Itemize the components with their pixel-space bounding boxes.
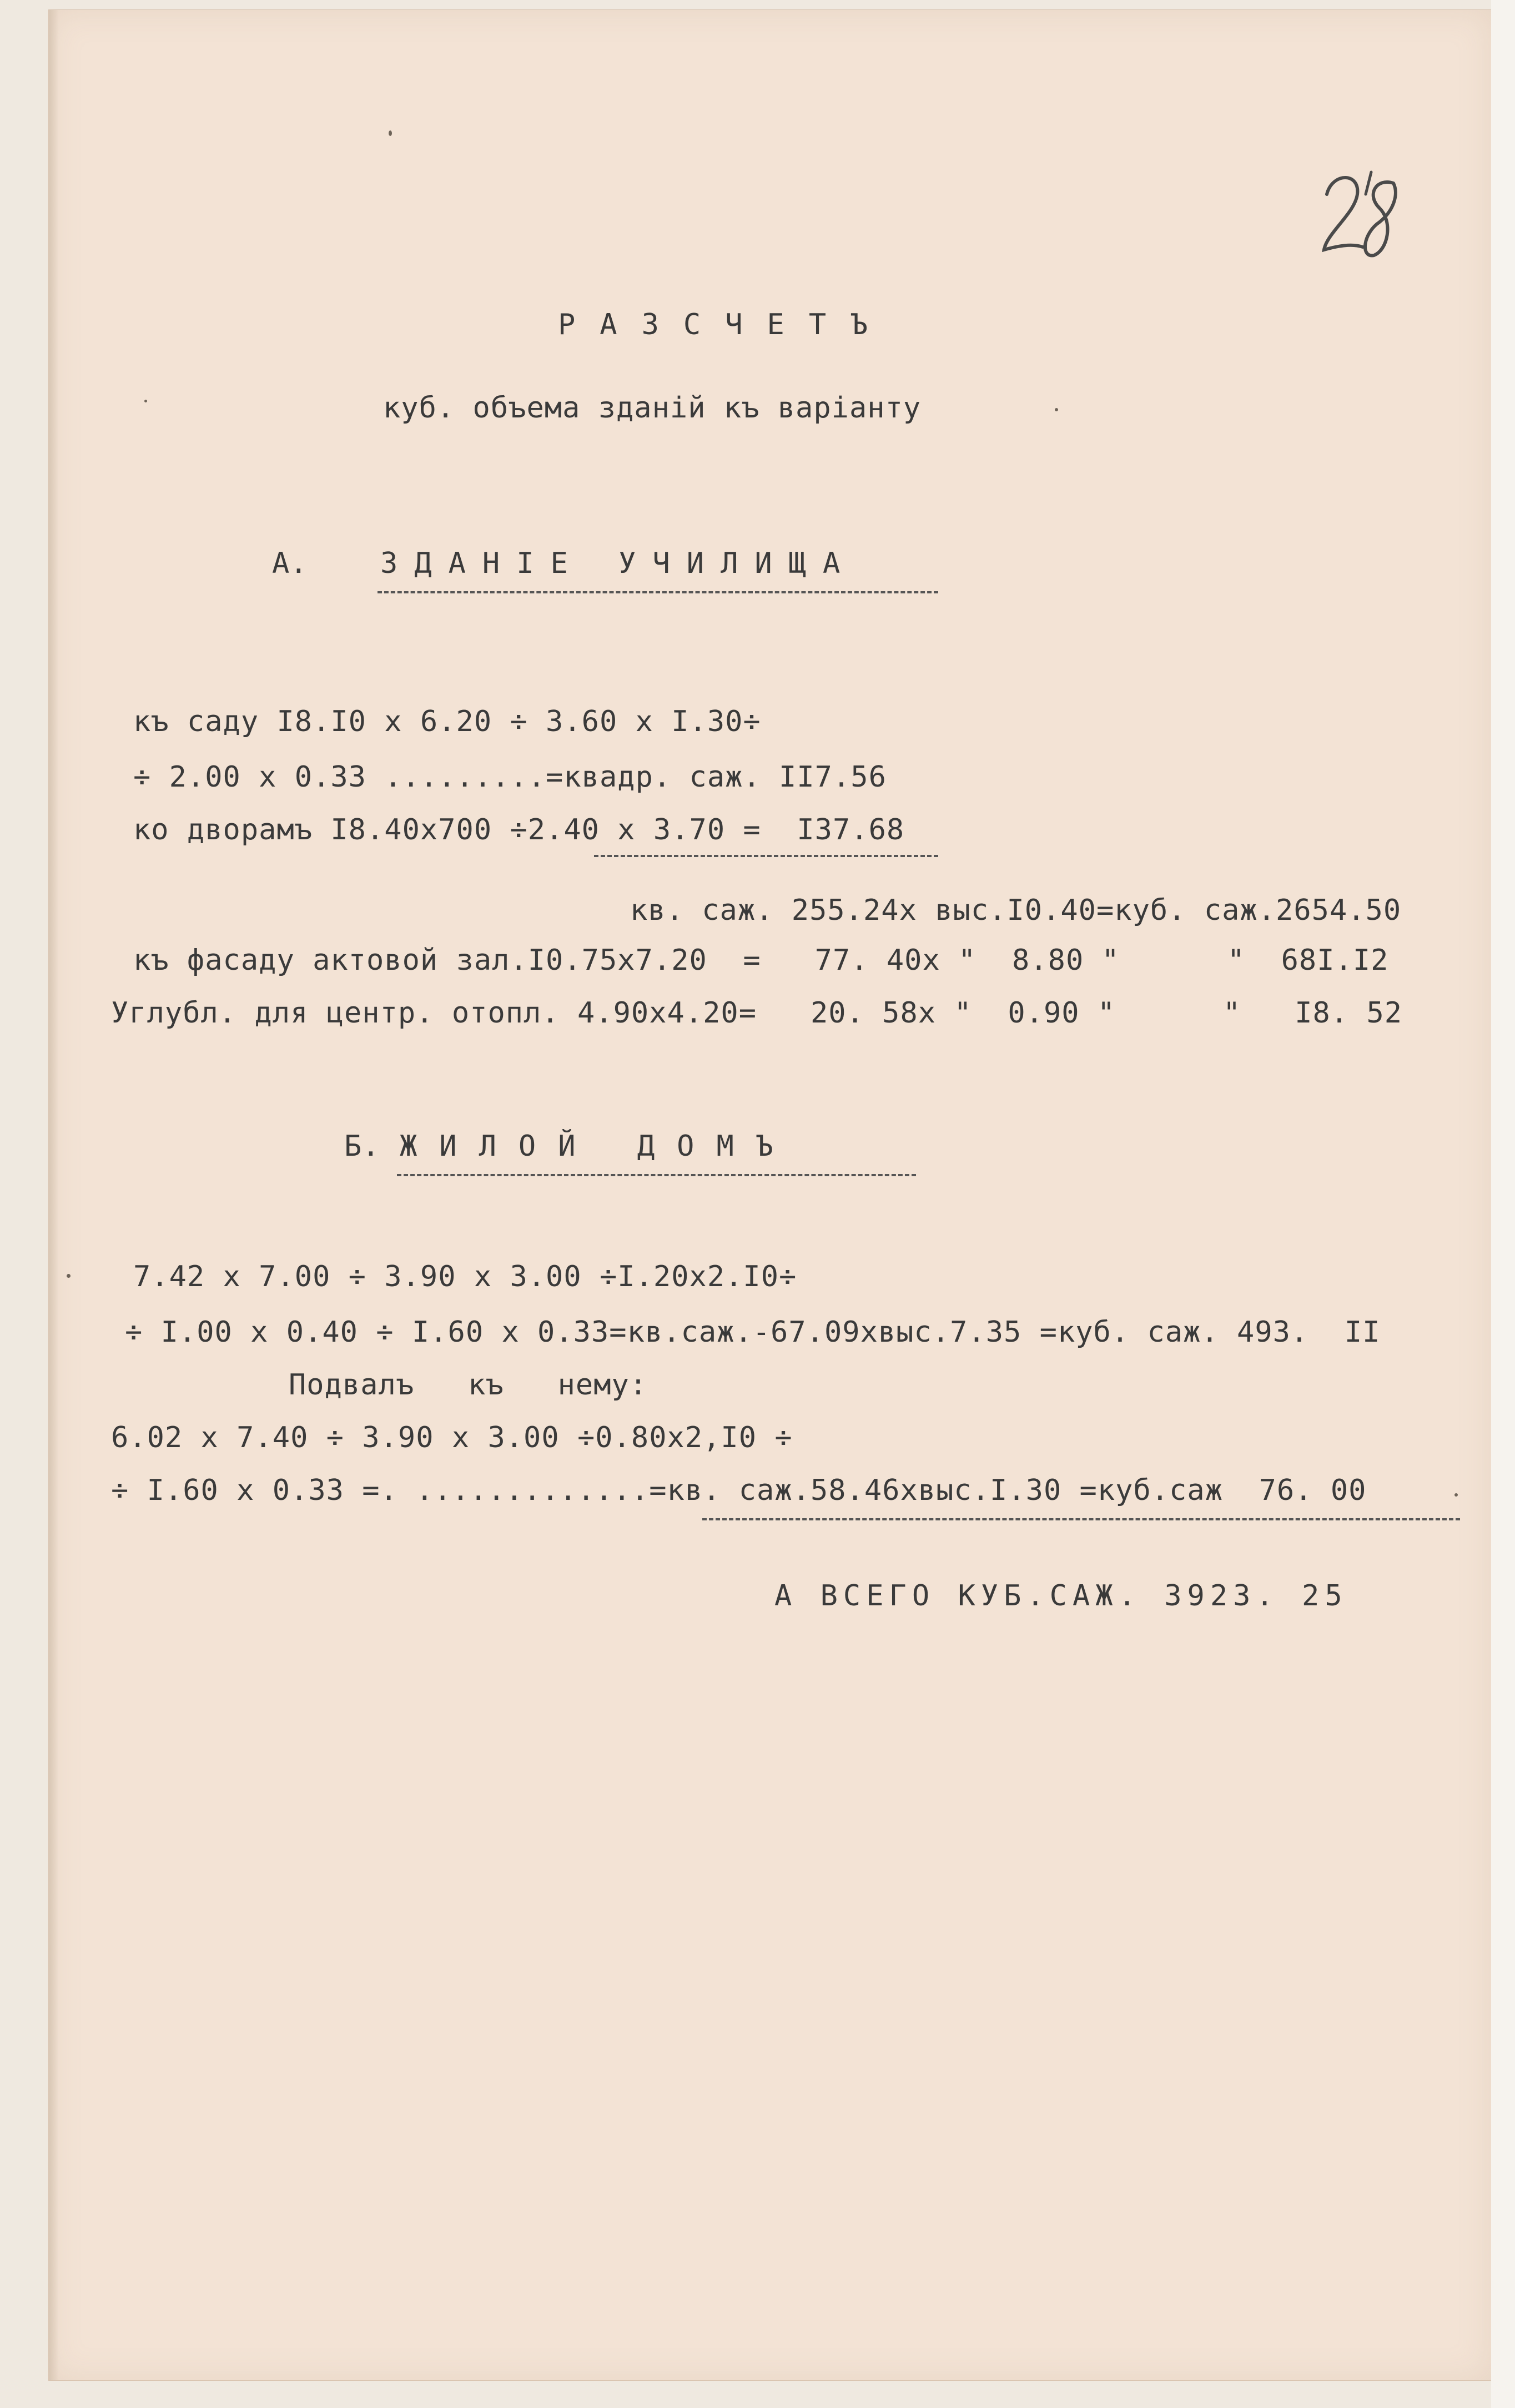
grand-total: А ВСЕГО КУБ.САЖ. 3923. 25 xyxy=(774,1579,1348,1613)
paper-speck xyxy=(144,400,147,402)
section-b-line-3: Подвалъ къ нему: xyxy=(289,1368,648,1402)
paper-speck xyxy=(67,1274,71,1278)
section-a-line-4: кв. саж. 255.24x выс.I0.40=куб. саж.2654.50 xyxy=(630,894,1402,927)
paper-speck xyxy=(389,130,392,136)
section-a-line-2: ÷ 2.00 x 0.33 .........=квадр. саж. II7.56 xyxy=(133,760,887,794)
paper-speck xyxy=(1055,408,1058,411)
section-b-line-2: ÷ I.00 x 0.40 ÷ I.60 x 0.33=кв.саж.-67.09xвыс.7.35 =куб. саж. 493. II xyxy=(125,1316,1381,1349)
section-b-line-4: 6.02 x 7.40 ÷ 3.90 x 3.00 ÷0.80x2,I0 ÷ xyxy=(111,1421,793,1454)
section-a-line-3: ко дворамъ I8.40x700 ÷2.40 x 3.70 = I37.68 xyxy=(133,813,905,847)
document-title: РАЗСЧЕТЪ xyxy=(558,308,893,341)
section-b-letter: Б. xyxy=(344,1130,380,1163)
paper-sheet xyxy=(49,10,1494,2380)
section-a-line-1: къ саду I8.I0 x 6.20 ÷ 3.60 x I.30÷ xyxy=(133,705,761,738)
section-a-heading: ЗДАНІЕ УЧИЛИЩА xyxy=(380,547,857,580)
section-b-underline xyxy=(397,1174,916,1176)
paper-speck xyxy=(1454,1493,1458,1497)
paper-edge-shadow xyxy=(49,10,59,2380)
section-a-line-6: Углубл. для центр. отопл. 4.90x4.20= 20. 58x " 0.90 " " I8. 52 xyxy=(111,996,1403,1030)
section-b-line-5: ÷ I.60 x 0.33 =. .............=кв. саж.58.46xвыс.I.30 =куб.саж 76. 00 xyxy=(111,1474,1367,1507)
section-b-heading: ЖИЛОЙ ДОМЪ xyxy=(400,1130,796,1163)
section-a-underline xyxy=(378,591,938,593)
section-a-line-5: къ фасаду актовой зал.I0.75x7.20 = 77. 40x " 8.80 " " 68I.I2 xyxy=(133,944,1389,977)
document-subtitle: куб. объема зданій къ варіанту xyxy=(383,391,922,425)
section-b-line-1: 7.42 x 7.00 ÷ 3.90 x 3.00 ÷I.20x2.I0÷ xyxy=(133,1260,797,1293)
folio-number-handwritten xyxy=(1310,161,1410,272)
scan-margin xyxy=(1491,0,1515,2408)
total-rule xyxy=(702,1518,1460,1520)
section-a-subtotal-rule xyxy=(594,855,938,857)
section-a-letter: А. xyxy=(272,547,308,580)
